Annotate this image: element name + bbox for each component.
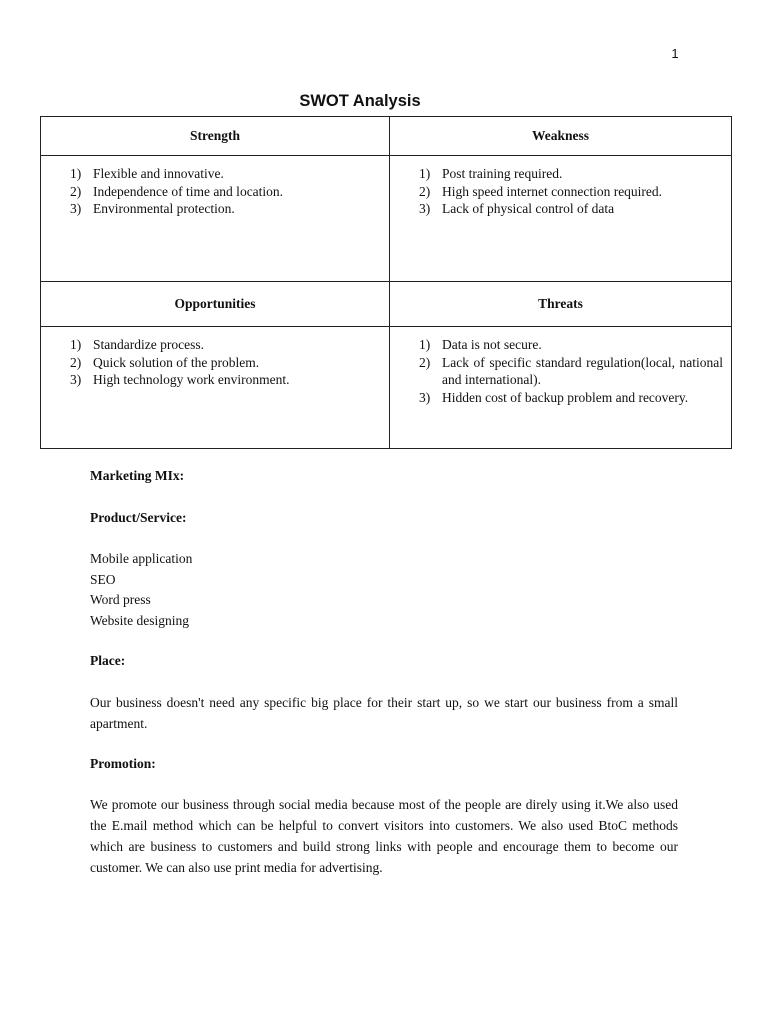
swot-title: SWOT Analysis [299,92,421,110]
promotion-paragraph: We promote our business through social media because most of the people are direly using it.We also used the E.mail method which can be helpful to convert visitors into customers. We also used BtoC methods which are business to customers and build strong links with people and encourage them to become our customer. We can also use print media for advertising. [90,797,678,875]
list-item: 2) Quick solution of the problem. [70,354,260,370]
opportunities-cell [41,327,390,449]
marketing-mix-section [90,466,678,878]
list-item: 3) Lack of physical control of data [419,201,615,216]
promotion-heading: Promotion: [90,755,156,771]
page-number: 1 [671,46,679,61]
strength-list [41,165,389,218]
product-list [90,549,678,631]
opportunities-list [41,336,389,389]
list-item: 2) High speed internet connection required. [419,183,663,199]
list-item: 3) High technology work environment. [70,372,290,387]
list-item: 2) Lack of specific standard regulation(local, national and international). [419,354,723,387]
list-item: 1) Standardize process. [70,337,204,352]
list-item: 1) Data is not secure. [419,337,542,352]
list-item: Website designing [90,612,190,628]
strength-cell [41,156,390,282]
list-item: Mobile application [90,551,193,566]
threats-list [390,336,731,406]
threats-cell [390,327,732,449]
list-item: SEO [90,571,116,587]
threats-heading: Threats [390,282,732,327]
marketing-mix-heading: Marketing MIx: [90,468,185,483]
list-item: Word press [90,592,151,607]
product-service-heading: Product/Service: [90,509,187,525]
list-item: 3) Environmental protection. [70,201,235,216]
strength-heading: Strength [41,117,390,156]
weakness-list [390,165,731,218]
list-item: 1) Post training required. [419,166,563,181]
list-item: 3) Hidden cost of backup problem and recovery. [419,389,689,405]
list-item: 1) Flexible and innovative. [70,166,224,181]
list-item: 2) Independence of time and location. [70,183,284,199]
place-paragraph: Our business doesn't need any specific big place for their start up, so we start our business from a small apartment. [90,694,678,731]
weakness-heading: Weakness [390,117,732,156]
swot-table [40,116,732,449]
opportunities-heading: Opportunities [41,282,390,327]
weakness-cell [390,156,732,282]
place-heading: Place: [90,653,126,668]
